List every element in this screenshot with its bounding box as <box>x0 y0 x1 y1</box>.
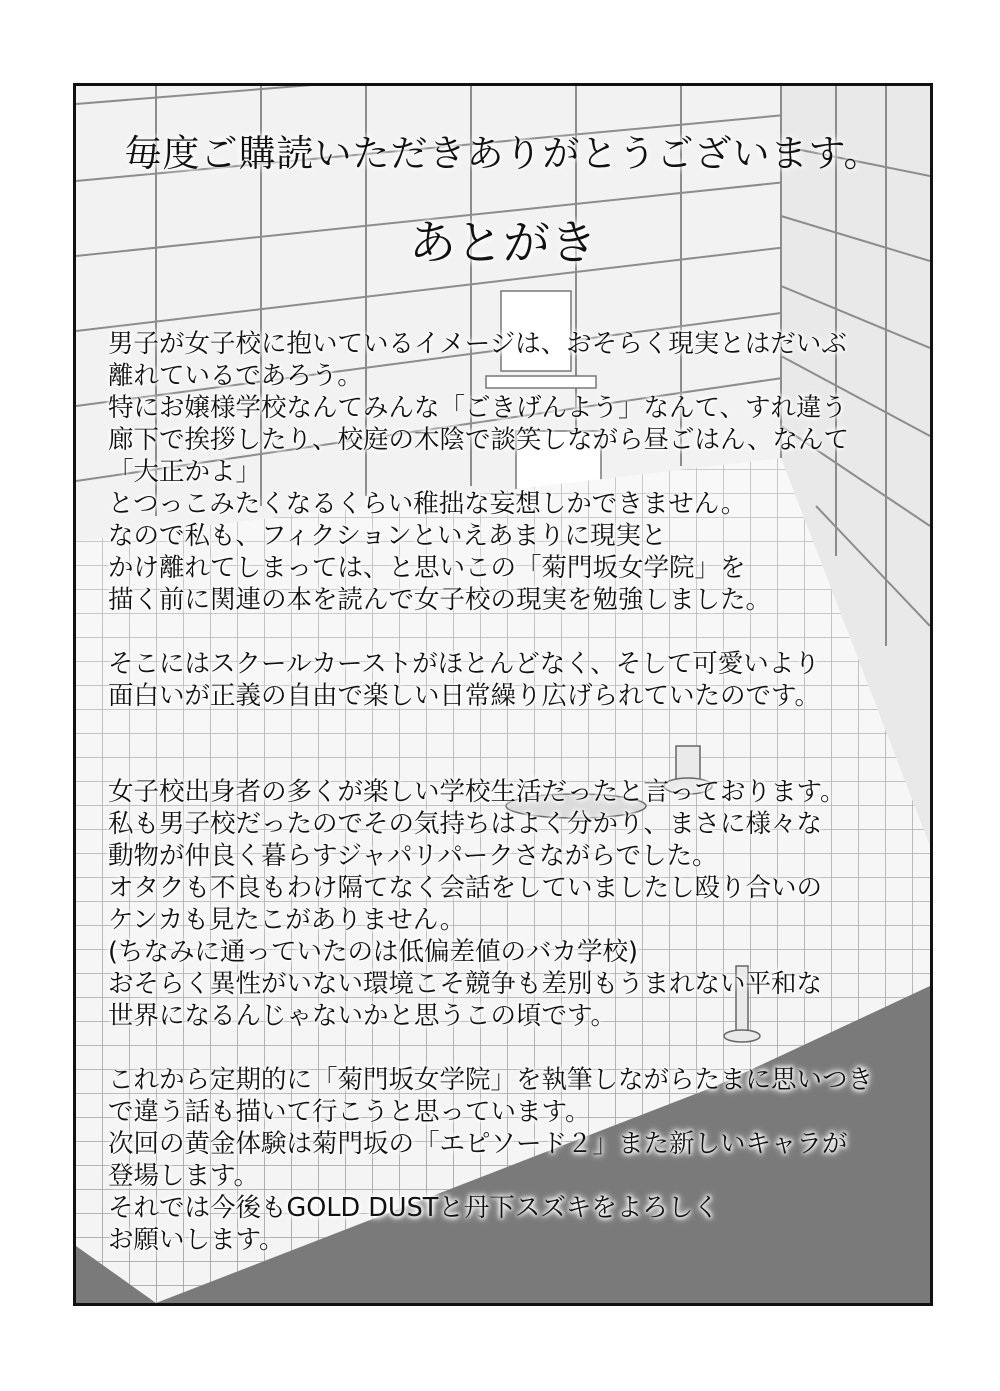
body-line: おそらく異性がいない環境こそ競争も差別もうまれない平和な <box>108 969 823 999</box>
body-line: 男子が女子校に抱いているイメージは、おそらく現実とはだいぶ <box>108 329 847 359</box>
body-line: それでは今後もGOLD DUSTと丹下スズキをよろしく <box>108 1193 719 1223</box>
page-panel <box>73 83 933 1306</box>
body-line: で違う話も描いて行こうと思っています。 <box>108 1097 591 1127</box>
body-line: これから定期的に「菊門坂女学院」を執筆しながらたまに思いつき <box>108 1065 874 1095</box>
body-line: 「大正かよ」 <box>108 457 262 487</box>
body-line: 動物が仲良く暮らすジャパリパークさながらでした。 <box>108 841 718 871</box>
body-line: なので私も、フィクションといえあまりに現実と <box>108 521 667 551</box>
body-line: かけ離れてしまっては、と思いこの「菊門坂女学院」を <box>108 553 746 583</box>
body-line: お願いします。 <box>108 1225 285 1255</box>
body-line: 描く前に関連の本を読んで女子校の現実を勉強しました。 <box>108 585 772 615</box>
body-line: 面白いが正義の自由で楽しい日常繰り広げられていたのです。 <box>108 681 820 711</box>
afterword-heading: あとがき <box>409 216 597 271</box>
body-line: ケンカも見たこがありません。 <box>108 905 466 935</box>
body-line: とつっこみたくなるくらい稚拙な妄想しかできません。 <box>108 489 747 519</box>
body-line: 廊下で挨拶したり、校庭の木陰で談笑しながら昼ごはん、なんて <box>108 425 850 455</box>
body-line: 女子校出身者の多くが楽しい学校生活だったと言っております。 <box>108 777 846 807</box>
body-line: 登場します。 <box>108 1161 259 1191</box>
body-line: 世界になるんじゃないかと思うこの頃です。 <box>108 1001 616 1031</box>
body-line: そこにはスクールカーストがほとんどなく、そして可愛いより <box>108 649 820 679</box>
greeting-title: 毎度ご購読いただきありがとうございます。 <box>124 132 882 175</box>
body-line: 次回の黄金体験は菊門坂の「エピソード２」また新しいキャラが <box>108 1129 848 1159</box>
body-line: 私も男子校だったのでその気持ちはよく分かり、まさに様々な <box>108 809 823 839</box>
body-line: (ちなみに通っていたのは低偏差値のバカ学校) <box>108 937 638 967</box>
body-line: オタクも不良もわけ隔てなく会話をしていましたし殴り合いの <box>108 873 823 903</box>
body-line: 離れているであろう。 <box>108 361 363 391</box>
body-line: 特にお嬢様学校なんてみんな「ごきげんよう」なんて、すれ違う <box>108 393 847 423</box>
